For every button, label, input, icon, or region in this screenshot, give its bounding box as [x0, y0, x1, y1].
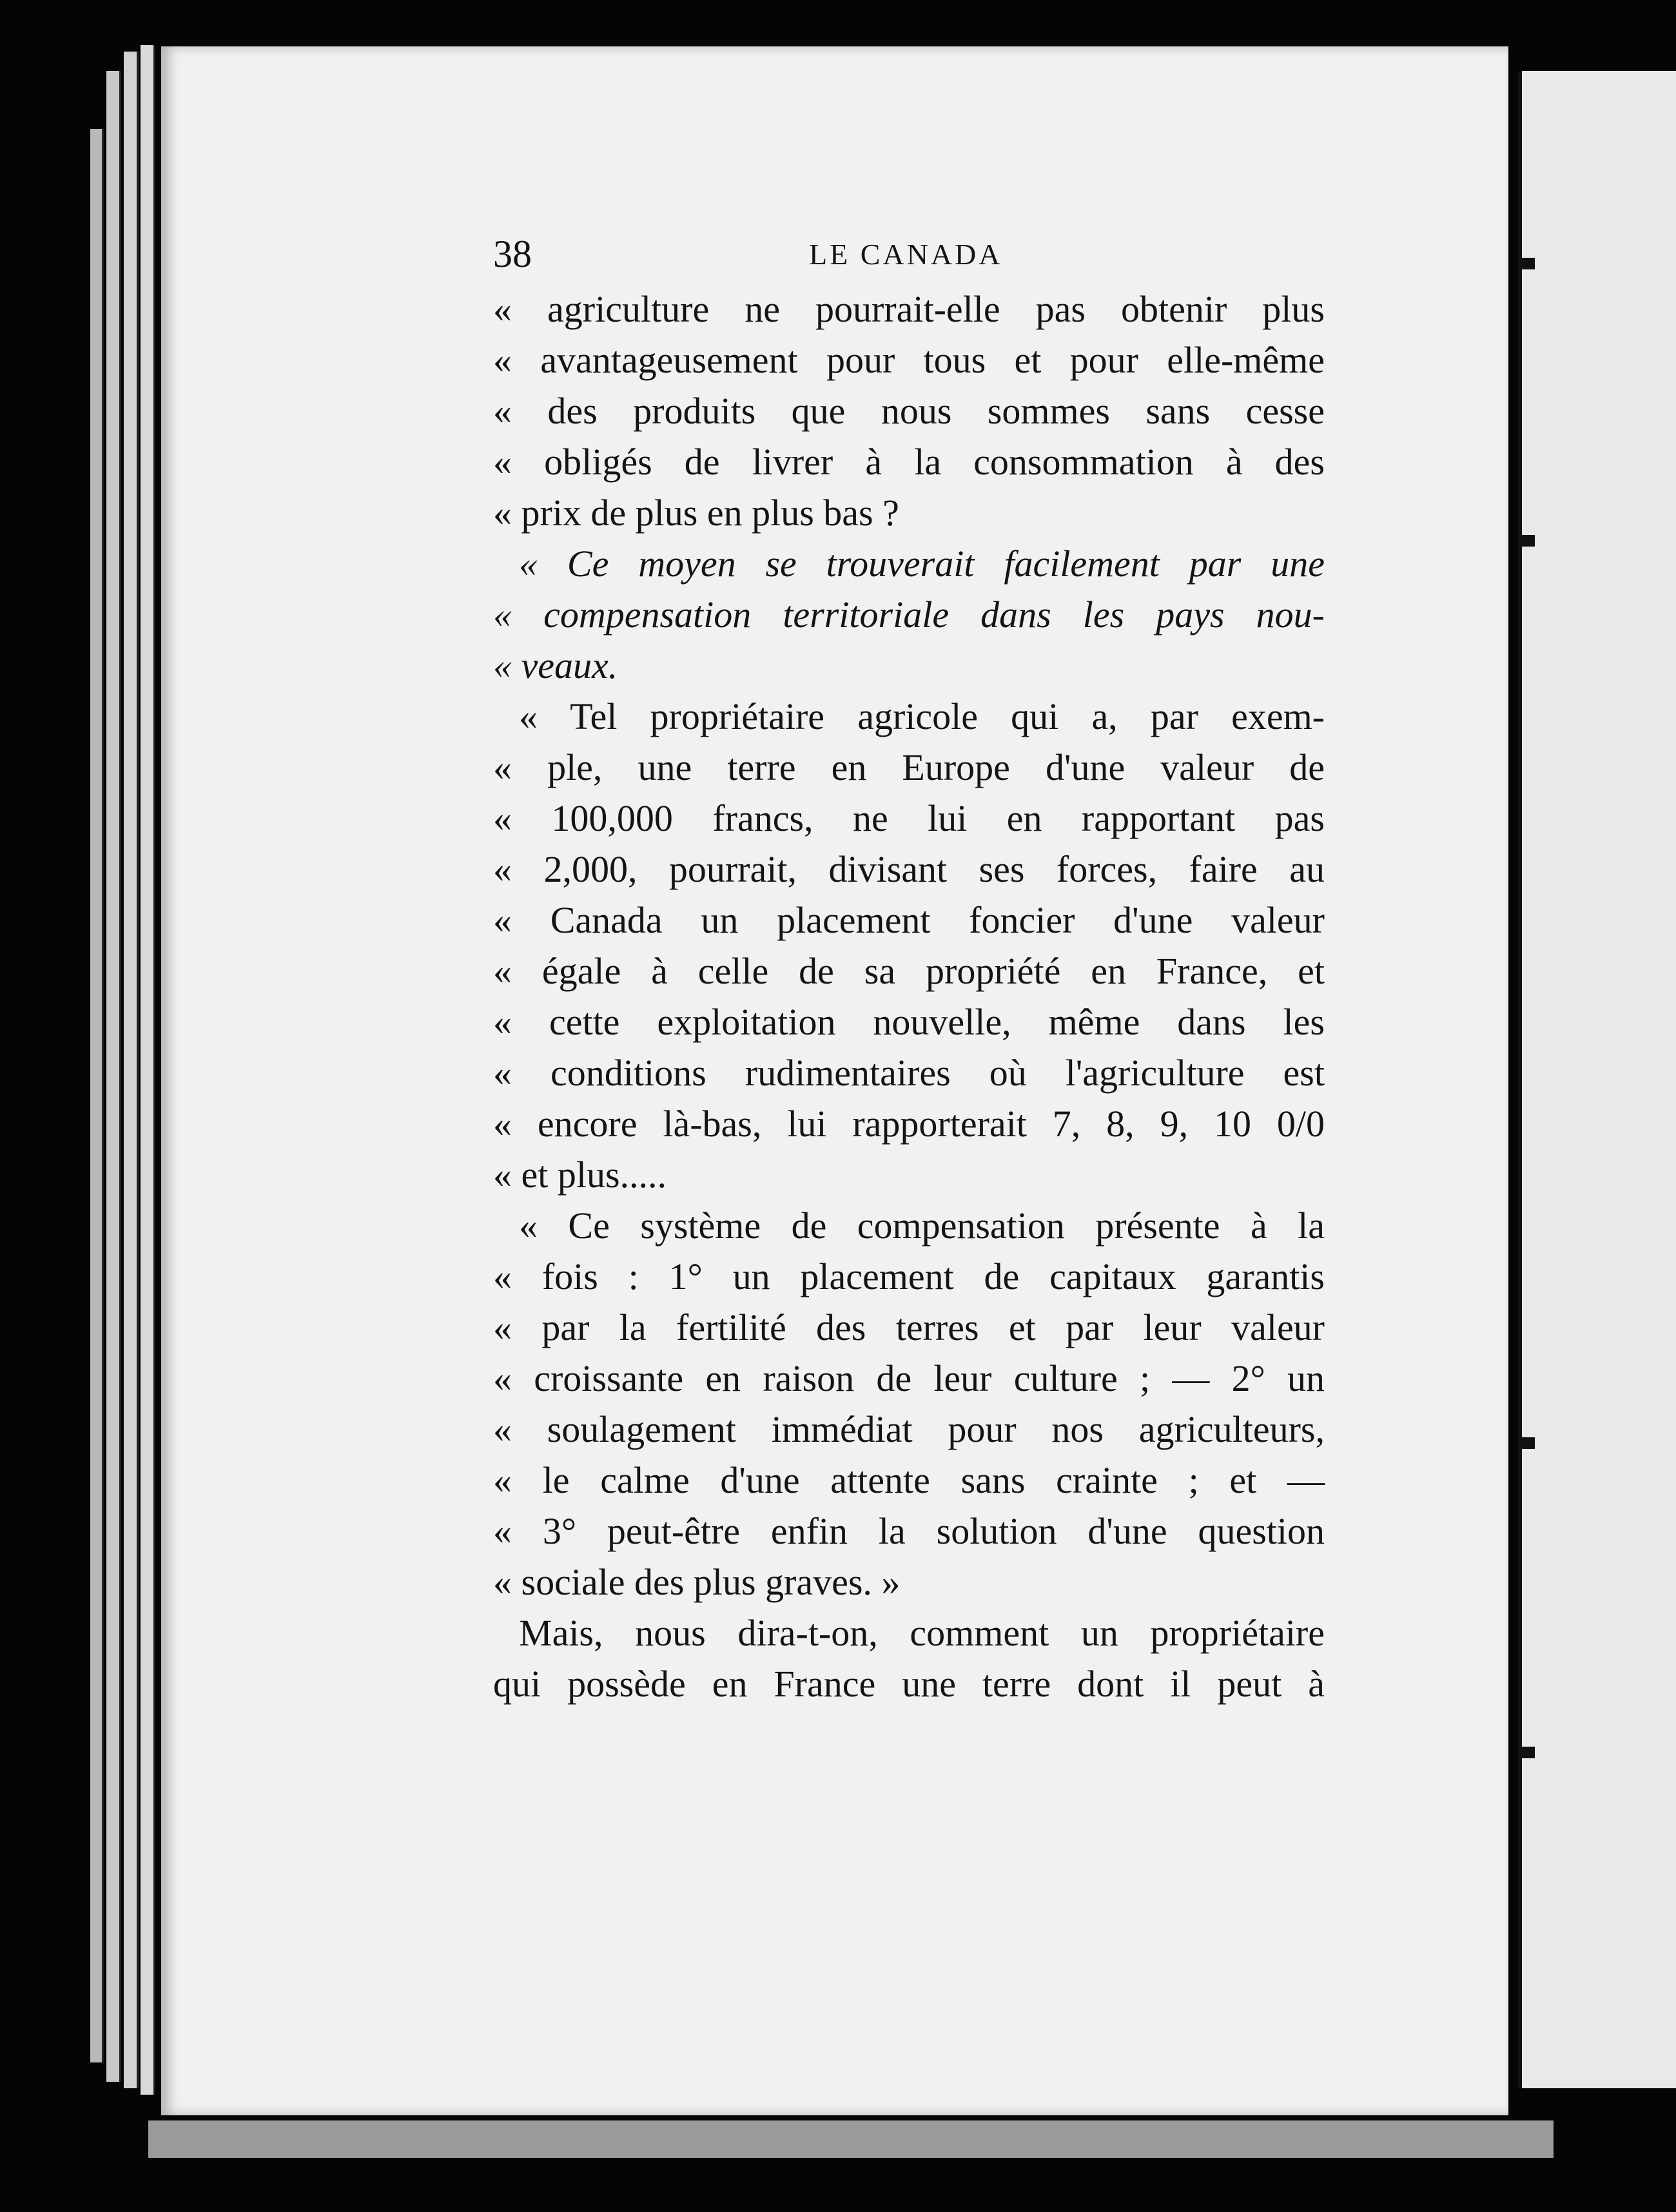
- text-line: « 3° peut-être enfin la solution d'une question: [493, 1510, 1325, 1552]
- text-line: « Tel propriétaire agricole qui a, par exem-: [519, 695, 1325, 737]
- page-edge: [124, 52, 139, 2088]
- text-line: « soulagement immédiat pour nos agriculteurs,: [493, 1408, 1325, 1450]
- text-line: « ple, une terre en Europe d'une valeur de: [493, 746, 1325, 788]
- text-line: « avantageusement pour tous et pour elle-même: [493, 339, 1325, 381]
- text-line: « veaux.: [493, 645, 618, 686]
- text-line: « compensation territoriale dans les pays nou-: [493, 594, 1325, 635]
- text-line: « et plus.....: [493, 1154, 667, 1196]
- binding-mark: [1518, 1437, 1535, 1449]
- text-line: « prix de plus en plus bas ?: [493, 492, 899, 534]
- text-line: « fois : 1° un placement de capitaux garantis: [493, 1256, 1325, 1297]
- body-text: [493, 284, 1325, 1709]
- page-content: [493, 232, 1325, 1709]
- running-title: LE CANADA: [809, 238, 1003, 271]
- page-number: 38: [493, 233, 532, 275]
- text-line: « croissante en raison de leur culture ; — 2° un: [493, 1357, 1325, 1399]
- page-edge: [141, 45, 155, 2095]
- text-line: qui possède en France une terre dont il peut à: [493, 1663, 1325, 1705]
- text-line: « le calme d'une attente sans crainte ; et —: [493, 1459, 1325, 1501]
- text-line: « des produits que nous sommes sans cesse: [493, 390, 1325, 432]
- text-line: « agriculture ne pourrait-elle pas obtenir plus: [493, 288, 1325, 330]
- text-line: « sociale des plus graves. »: [493, 1561, 901, 1603]
- text-line: « 2,000, pourrait, divisant ses forces, faire au: [493, 848, 1325, 890]
- binding-mark: [1518, 1747, 1535, 1758]
- text-line: « cette exploitation nouvelle, même dans les: [493, 1001, 1325, 1043]
- book-bottom-edge: [148, 2120, 1554, 2158]
- text-line: « conditions rudimentaires où l'agriculture est: [493, 1052, 1325, 1094]
- text-line: « encore là-bas, lui rapporterait 7, 8, 9, 10 0/0: [493, 1103, 1325, 1145]
- facing-page: [1518, 71, 1676, 2088]
- text-line: « Ce système de compensation présente à la: [519, 1205, 1325, 1247]
- text-line: Mais, nous dira-t-on, comment un propriétaire: [519, 1612, 1325, 1654]
- running-head: [493, 232, 1325, 277]
- text-line: « Ce moyen se trouverait facilement par une: [519, 543, 1325, 585]
- binding-mark: [1518, 258, 1535, 269]
- page-edge: [106, 71, 121, 2082]
- text-line: « obligés de livrer à la consommation à des: [493, 441, 1325, 483]
- text-line: « par la fertilité des terres et par leur valeur: [493, 1306, 1325, 1348]
- text-line: « égale à celle de sa propriété en France, et: [493, 950, 1325, 992]
- text-line: « 100,000 francs, ne lui en rapportant pas: [493, 797, 1325, 839]
- text-line: « Canada un placement foncier d'une valeur: [493, 899, 1325, 941]
- binding-mark: [1518, 535, 1535, 547]
- page-edge: [90, 129, 104, 2062]
